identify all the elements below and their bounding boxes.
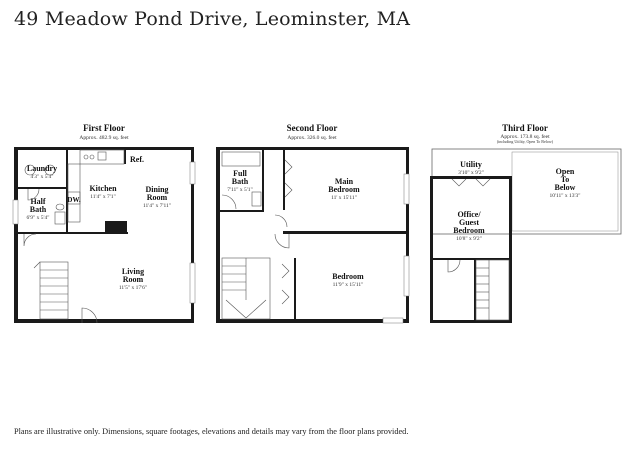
room-dims-living: 11'5" x 17'6": [118, 285, 148, 291]
wall: [406, 147, 409, 323]
disclaimer-text: Plans are illustrative only. Dimensions, square footages, elevations and details may vary from the floor plans provided.: [14, 427, 409, 436]
room-name-office: Office/: [457, 210, 481, 219]
third-floor-area: Approx. 173.8 sq. feet: [500, 134, 550, 140]
wall: [294, 258, 296, 319]
third-floor-plan: [430, 123, 621, 323]
room-name-dining: Dining: [145, 185, 169, 194]
third-floor-area-note: (including Utility, Open To Below): [496, 139, 554, 144]
bathtub: [222, 152, 260, 166]
room-name-office-3: Bedroom: [453, 226, 485, 235]
wall: [216, 147, 409, 150]
door-swing: [222, 195, 236, 209]
room-dims-utility: 3'10" x 9'2": [458, 170, 484, 176]
window: [383, 318, 403, 323]
kitchen-sink: [98, 152, 106, 160]
room-name-dining-2: Room: [146, 193, 168, 202]
staircase: [222, 258, 270, 319]
wall: [66, 150, 68, 234]
wall: [283, 150, 285, 210]
wall: [283, 231, 406, 234]
door-swing: [448, 260, 460, 272]
room-name-bedroom: Bedroom: [332, 272, 364, 281]
page-title: 49 Meadow Pond Drive, Leominster, MA: [14, 8, 411, 30]
closet-door: [285, 183, 292, 197]
room-name-full-bath: Full: [233, 169, 247, 178]
staircase: [34, 262, 68, 319]
room-dims-half-bath: 6'9" x 5'4": [26, 215, 50, 221]
wall: [430, 320, 512, 323]
refrigerator-label: Ref.: [130, 155, 144, 164]
window: [13, 200, 18, 224]
staircase: [476, 260, 509, 320]
second-floor-label: Second Floor: [286, 123, 338, 133]
wall: [18, 232, 66, 234]
dishwasher-label: DW.: [67, 196, 81, 204]
room-name-half-bath-2: Bath: [29, 205, 47, 214]
room-name-laundry: Laundry: [26, 164, 58, 173]
first-floor-label: First Floor: [83, 123, 125, 133]
door-swing: [275, 215, 287, 227]
room-name-open-to-below: Open: [555, 167, 575, 176]
wall: [216, 147, 220, 323]
wall: [430, 176, 433, 323]
first-floor-plan: [13, 123, 195, 323]
second-floor-area: Approx. 326.0 sq. feet: [287, 135, 337, 141]
room-name-living: Living: [121, 267, 145, 276]
room-name-half-bath: Half: [30, 197, 46, 206]
window: [190, 263, 195, 303]
closet-door: [452, 179, 466, 186]
window: [190, 162, 195, 184]
closet-door: [282, 264, 289, 278]
room-dims-dining: 11'4" x 7'11": [142, 203, 172, 209]
stove-burner: [84, 155, 88, 159]
sink: [56, 204, 64, 210]
room-dims-main-bedroom: 11' x 15'11": [331, 195, 357, 201]
room-dims-laundry: 4'3" x 5'4": [30, 174, 54, 180]
toilet: [252, 192, 261, 206]
window: [404, 174, 409, 204]
first-floor-area: Approx. 482.9 sq. feet: [79, 135, 129, 141]
room-name-open-to-below-2: To: [560, 175, 570, 184]
wall: [14, 319, 194, 323]
room-dims-open-to-below: 10'11" x 13'3": [549, 193, 581, 199]
room-dims-office: 10'8" x 9'2": [456, 236, 482, 242]
stove-burner: [90, 155, 94, 159]
wall: [430, 176, 512, 179]
wall: [124, 150, 126, 164]
closet-door: [476, 179, 490, 186]
window: [404, 256, 409, 296]
toilet: [55, 212, 65, 224]
kitchen-counter: [68, 164, 80, 222]
closet-door: [285, 160, 292, 174]
third-floor-label: Third Floor: [502, 123, 548, 133]
room-dims-kitchen: 11'4" x 7'1": [90, 194, 116, 200]
door-swing: [24, 234, 36, 246]
door-swing: [275, 234, 289, 248]
wall: [18, 187, 66, 189]
room-name-utility: Utility: [460, 160, 482, 169]
wall: [509, 176, 512, 323]
wall: [262, 150, 264, 212]
wall: [105, 221, 127, 234]
room-name-living-2: Room: [122, 275, 144, 284]
room-name-office-2: Guest: [459, 218, 479, 227]
room-name-main-bedroom: Main: [334, 177, 354, 186]
room-name-main-bedroom-2: Bedroom: [328, 185, 360, 194]
room-name-full-bath-2: Bath: [231, 177, 249, 186]
wall: [216, 319, 409, 323]
room-dims-bedroom: 11'9" x 15'11": [332, 282, 364, 288]
room-name-kitchen: Kitchen: [89, 184, 117, 193]
closet-door: [282, 290, 289, 304]
room-name-open-to-below-3: Below: [554, 183, 576, 192]
room-dims-full-bath: 7'11" x 5'1": [227, 187, 253, 193]
wall: [220, 210, 262, 212]
wall: [14, 147, 18, 323]
wall: [14, 147, 194, 150]
second-floor-plan: [216, 123, 409, 323]
